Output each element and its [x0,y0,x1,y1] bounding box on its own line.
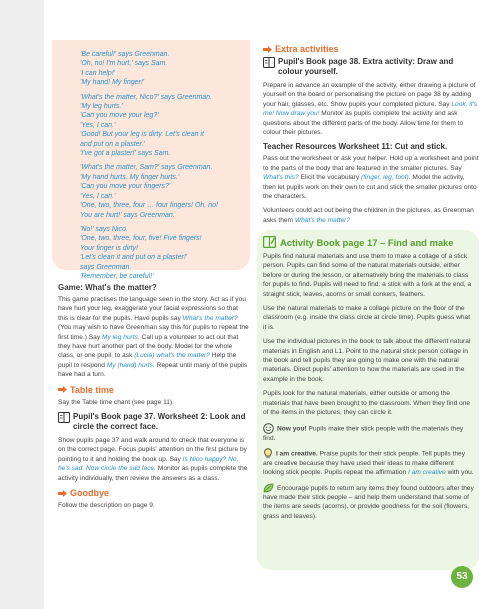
leaf-icon [263,483,274,493]
script-line: 'My leg hurts.' [80,103,123,111]
script-line: 'Good! But your leg is dirty. Let's clean it [80,131,204,139]
goodbye-heading: Goodbye [58,488,250,498]
script-line: 'Can you move your leg?' [80,112,159,120]
extra-activities-heading: Extra activities [263,44,479,54]
script-line: 'My hand! My finger!' [80,79,145,87]
pupils-book-37-heading: Pupil's Book page 37. Worksheet 2: Look and circle the correct face. [58,412,250,432]
arrow-icon [58,386,67,393]
pupils-book-38-heading: Pupil's Book page 38. Extra activity: Draw and colour yourself. [263,57,479,77]
goodbye-paragraph: Follow the description on page 9. [58,502,155,510]
script-line: says Greenman. [80,263,132,271]
activity-book-content [263,236,475,526]
table-time-heading: Table time [58,385,250,395]
book-icon [58,412,70,423]
game-paragraph: This game practises the language seen in the story. Act as if you have hurt your leg, exaggerate your facial expressions so that this is clear for the pupils. Have pupils say What's the matter? (You may wish to have Greenman say this for pupils to repeat the first time.) Say My leg hurts. Call up a volunteer to act out that they have hurt another part of the body. Model for the whole class, or one pupil, to ask (Lucia) what's the matter? Help the pupil to respond My (hand) hurts. Repeat until many of the pupils have had a turn. [58,296,249,379]
smiley-face-icon [263,423,274,434]
script-line: 'Let's clean it and put on a plaster!' [80,254,188,262]
activity-book-icon [263,236,276,248]
activity-book-heading: Activity Book page 17 – Find and make [263,236,475,248]
lightbulb-icon [263,448,273,459]
script-line: 'No!' says Nico. [80,225,128,233]
extra-activity-paragraph: Prepare in advance an example of the activity, either drawing a picture of yourself on the board or personalising the picture on page 38 by adding your hair, glasses, etc. Show pupils your completed picture. Say Look, it's me! Now draw you! Monitor as pupils complete the activity and ask questions about the different parts of the body. Allow time for them to colour their pictures. [263,82,478,137]
activity-book-paragraph-1: Pupils find natural materials and use them to make a collage of a stick person. Pupils can find some of the natural materials outside, either before or during the lesson, or alternatively bring the materials to class for pupils to find. Pupils will need to find: a stick with a fork at the end, a straight stick, leaves, acorns or small conkers, feathers. [263,253,472,298]
game-heading: Game: What's the matter? [58,283,157,292]
creative-paragraph: I am creative. Praise pupils for their stick people. Tell pupils they are creative because they have used their ideas to make different looking stick people. Pupils repeat the affirmation I am creative with you. [263,448,475,478]
page-number: 53 [451,566,473,588]
arrow-icon [58,490,67,497]
right-column [263,40,479,230]
arrow-icon [263,46,272,53]
script-line: You are hurt!' says Greenman. [80,211,175,219]
script-line: 'Remember, be careful!' [80,272,154,280]
left-column [58,283,250,516]
activity-book-paragraph-2: Use the natural materials to make a collage picture on the floor of the classroom (e.g. inside the class circle at circle time). Pupils guess what it is. [263,305,471,331]
script-line: 'What's the matter, Sam?' says Greenman. [80,164,213,172]
script-line: 'Can you move your fingers?' [80,183,171,191]
volunteers-paragraph: Volunteers could act out being the children in the pictures, as Greenman asks them What's the matter? [263,207,474,224]
activity-book-paragraph-4: Pupils look for the natural materials, either outside or among the materials that have been brought to the classroom. When they find one of the items in the pictures, they can circle it. [263,390,471,417]
script-line: 'One, two, three, four, five! Five fingers! [80,235,202,243]
script-line: 'I've got a plaster!' says Sam. [80,150,171,158]
now-you-paragraph: Now you! Pupils make their stick people with the materials they find. [263,423,475,443]
script-line: and put on a plaster.' [80,140,145,148]
script-line: 'One, two, three, four … four fingers! Oh, no! [80,202,218,210]
story-script [80,50,248,281]
encourage-paragraph: Encourage pupils to return any items they found outdoors after they have made their stick people – and help them understand that some of the items are seeds (acorns), or provide goodness for the soil (flowers, grass and leaves). [263,484,474,520]
script-line: 'Oh, no! I'm hurt,' says Sam. [80,60,168,68]
script-line: 'Yes, I can.' [80,121,116,129]
activity-book-paragraph-3: Use the individual pictures in the book to talk about the different natural materials in English and L1. Point to the natural stick person collage in the book and tell pupils they are going to make one with the natural materials. Direct pupils' attention to how the materials are used in the example in the book. [263,338,471,383]
page-margin-bar [0,0,44,609]
script-line: 'Be careful!' says Greenman. [80,51,170,58]
pupils-book-37-paragraph: Show pupils page 37 and walk around to check that everyone is on the correct page. Focus pupils' attention on the first picture by pointing to it and holding the book up. Say Is Nico happy? No, he's sad. Now circle the sad face. Monitor as pupils complete the activity individually, then review the answers as a class. [58,437,248,482]
script-line: 'What's the matter, Nico?' says Greenman. [80,93,213,101]
script-line: 'Yes, I can.' [80,192,116,200]
script-line: 'I can help!' [80,69,115,77]
table-time-paragraph: Say the Table time chant (see page 11). [58,398,174,406]
script-line: 'My hand hurts. My finger hurts.' [80,173,180,181]
teacher-resources-paragraph: Pass out the worksheet or ask your helper. Hold up a worksheet and point to the parts of the body that are featured in the smaller pictures. Say What's this? Elicit the vocabulary (finger, leg, foot). Model the activity, then let pupils work on their own to cut and stick the smaller pictures onto the characters. [263,155,479,201]
book-icon [263,57,275,68]
teacher-resources-heading: Teacher Resources Worksheet 11: Cut and stick. [263,142,448,152]
script-line: Your finger is dirty! [80,244,138,252]
